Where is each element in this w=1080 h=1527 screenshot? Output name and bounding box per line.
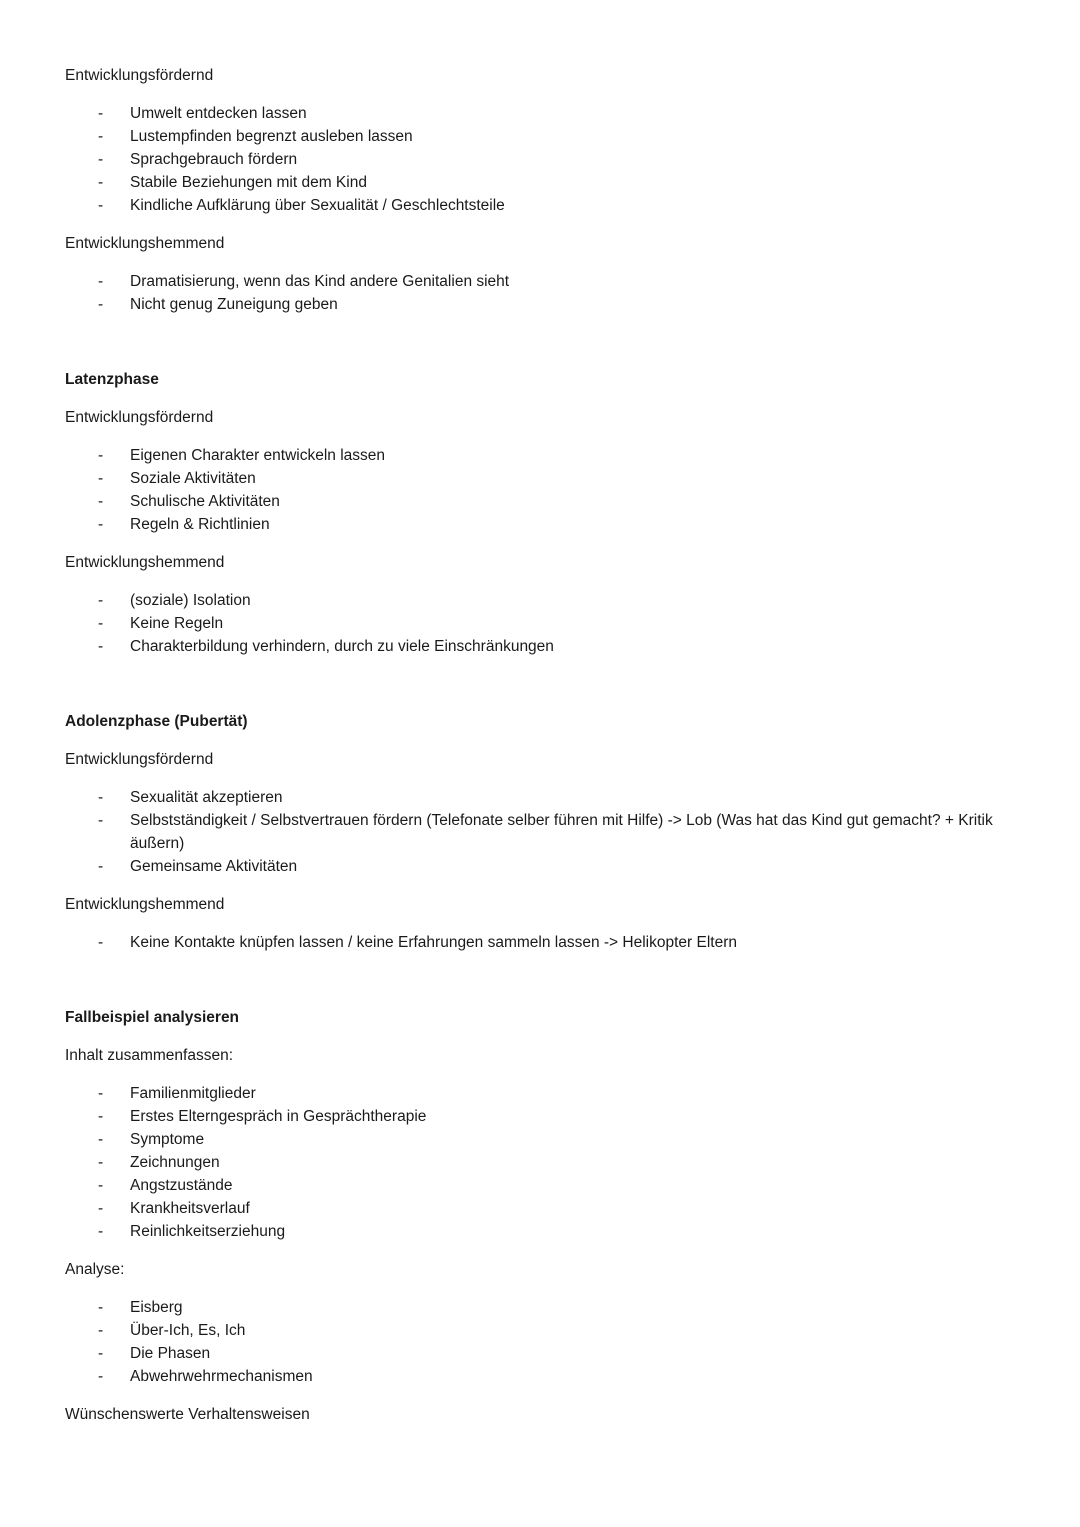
dash-bullet: -: [98, 1368, 104, 1385]
bullet-list: [65, 1296, 1024, 1388]
dash-bullet: -: [98, 105, 104, 122]
list-item: [65, 809, 1024, 855]
list-item: [65, 1365, 1024, 1388]
list-item: [65, 786, 1024, 809]
list-item-text: Lustempfinden begrenzt ausleben lassen: [130, 128, 413, 145]
list-item-text: Zeichnungen: [130, 1154, 220, 1171]
list-item: [65, 589, 1024, 612]
block-label: Entwicklungshemmend: [65, 896, 225, 913]
section: [65, 64, 1024, 316]
list-item-text: Familienmitglieder: [130, 1085, 256, 1102]
list-item-text: Keine Kontakte knüpfen lassen / keine Erfahrungen sammeln lassen -> Helikopter Eltern: [130, 934, 737, 951]
list-item-text: Stabile Beziehungen mit dem Kind: [130, 174, 367, 191]
bullet-list: [65, 931, 1024, 954]
list-item-text: Eigenen Charakter entwickeln lassen: [130, 447, 386, 464]
bullet-list: [65, 102, 1024, 217]
section-heading: Latenzphase: [65, 371, 159, 388]
list-item: [65, 148, 1024, 171]
list-item-text: Erstes Elterngespräch in Gesprächtherapie: [130, 1108, 427, 1125]
list-item: [65, 490, 1024, 513]
list-item: [65, 635, 1024, 658]
list-item-text: Umwelt entdecken lassen: [130, 105, 307, 122]
block-label: Entwicklungshemmend: [65, 554, 225, 571]
list-item: [65, 444, 1024, 467]
list-item: [65, 513, 1024, 536]
dash-bullet: -: [98, 516, 104, 533]
bullet-list: [65, 444, 1024, 536]
dash-bullet: -: [98, 128, 104, 145]
dash-bullet: -: [98, 812, 104, 829]
dash-bullet: -: [98, 1322, 104, 1339]
dash-bullet: -: [98, 1223, 104, 1240]
list-item-text: Sprachgebrauch fördern: [130, 151, 298, 168]
dash-bullet: -: [98, 638, 104, 655]
list-item-text: Charakterbildung verhindern, durch zu viele Einschränkungen: [130, 638, 554, 655]
dash-bullet: -: [98, 493, 104, 510]
section-heading: Fallbeispiel analysieren: [65, 1009, 240, 1026]
section: [65, 710, 1024, 954]
list-item: [65, 125, 1024, 148]
dash-bullet: -: [98, 151, 104, 168]
bullet-list: [65, 270, 1024, 316]
list-item: [65, 1197, 1024, 1220]
list-item-text: Symptome: [130, 1131, 205, 1148]
list-item: [65, 1342, 1024, 1365]
list-item-text: Soziale Aktivitäten: [130, 470, 256, 487]
section-spacer: [65, 673, 1024, 710]
dash-bullet: -: [98, 592, 104, 609]
list-item: [65, 1105, 1024, 1128]
list-item-text: Sexualität akzeptieren: [130, 789, 283, 806]
dash-bullet: -: [98, 174, 104, 191]
dash-bullet: -: [98, 934, 104, 951]
dash-bullet: -: [98, 1108, 104, 1125]
list-item: [65, 467, 1024, 490]
bullet-list: [65, 1082, 1024, 1243]
dash-bullet: -: [98, 858, 104, 875]
section: [65, 1006, 1024, 1426]
list-item-text: (soziale) Isolation: [130, 592, 251, 609]
dash-bullet: -: [98, 447, 104, 464]
dash-bullet: -: [98, 1299, 104, 1316]
list-item: [65, 931, 1024, 954]
list-item-text: Krankheitsverlauf: [130, 1200, 250, 1217]
dash-bullet: -: [98, 1345, 104, 1362]
list-item-text: Gemeinsame Aktivitäten: [130, 858, 298, 875]
list-item-text: Abwehrwehrmechanismen: [130, 1368, 313, 1385]
dash-bullet: -: [98, 789, 104, 806]
list-item: [65, 270, 1024, 293]
list-item-text: Dramatisierung, wenn das Kind andere Genitalien sieht: [130, 273, 510, 290]
list-item-text: Schulische Aktivitäten: [130, 493, 280, 510]
list-item-text: Angstzustände: [130, 1177, 233, 1194]
list-item-text: Reinlichkeitserziehung: [130, 1223, 286, 1240]
block-label: Entwicklungsfördernd: [65, 67, 214, 84]
block-label: Inhalt zusammenfassen:: [65, 1047, 234, 1064]
dash-bullet: -: [98, 197, 104, 214]
section-heading: Adolenzphase (Pubertät): [65, 713, 248, 730]
list-item: [65, 102, 1024, 125]
dash-bullet: -: [98, 273, 104, 290]
document-page: [65, 64, 1024, 1441]
list-item-text: Die Phasen: [130, 1345, 211, 1362]
list-item: [65, 1220, 1024, 1243]
bullet-list: [65, 786, 1024, 878]
dash-bullet: -: [98, 1085, 104, 1102]
dash-bullet: -: [98, 615, 104, 632]
list-item: [65, 612, 1024, 635]
dash-bullet: -: [98, 1177, 104, 1194]
list-item: [65, 293, 1024, 316]
block-label: Entwicklungshemmend: [65, 235, 225, 252]
list-item-text: Eisberg: [130, 1299, 183, 1316]
block-label: Analyse:: [65, 1261, 125, 1278]
block-label: Entwicklungsfördernd: [65, 409, 214, 426]
list-item: [65, 1174, 1024, 1197]
list-item-text: Nicht genug Zuneigung geben: [130, 296, 338, 313]
list-item-text: Über-Ich, Es, Ich: [130, 1322, 246, 1339]
list-item-text: Kindliche Aufklärung über Sexualität / Geschlechtsteile: [130, 197, 505, 214]
list-item: [65, 855, 1024, 878]
list-item: [65, 1319, 1024, 1342]
list-item: [65, 1128, 1024, 1151]
dash-bullet: -: [98, 470, 104, 487]
list-item: [65, 1296, 1024, 1319]
dash-bullet: -: [98, 1200, 104, 1217]
section-spacer: [65, 969, 1024, 1006]
list-item: [65, 1151, 1024, 1174]
dash-bullet: -: [98, 296, 104, 313]
list-item-text: Keine Regeln: [130, 615, 224, 632]
bullet-list: [65, 589, 1024, 658]
dash-bullet: -: [98, 1131, 104, 1148]
block-label: Wünschenswerte Verhaltensweisen: [65, 1406, 310, 1423]
section: [65, 368, 1024, 658]
dash-bullet: -: [98, 1154, 104, 1171]
list-item-text: Regeln & Richtlinien: [130, 516, 270, 533]
list-item: [65, 194, 1024, 217]
block-label: Entwicklungsfördernd: [65, 751, 214, 768]
list-item-text: Selbstständigkeit / Selbstvertrauen fördern (Telefonate selber führen mit Hilfe) -> Lob (Was hat das Kind gut gemacht? + Kritik äußern): [130, 812, 993, 852]
list-item: [65, 1082, 1024, 1105]
list-item: [65, 171, 1024, 194]
section-spacer: [65, 331, 1024, 368]
